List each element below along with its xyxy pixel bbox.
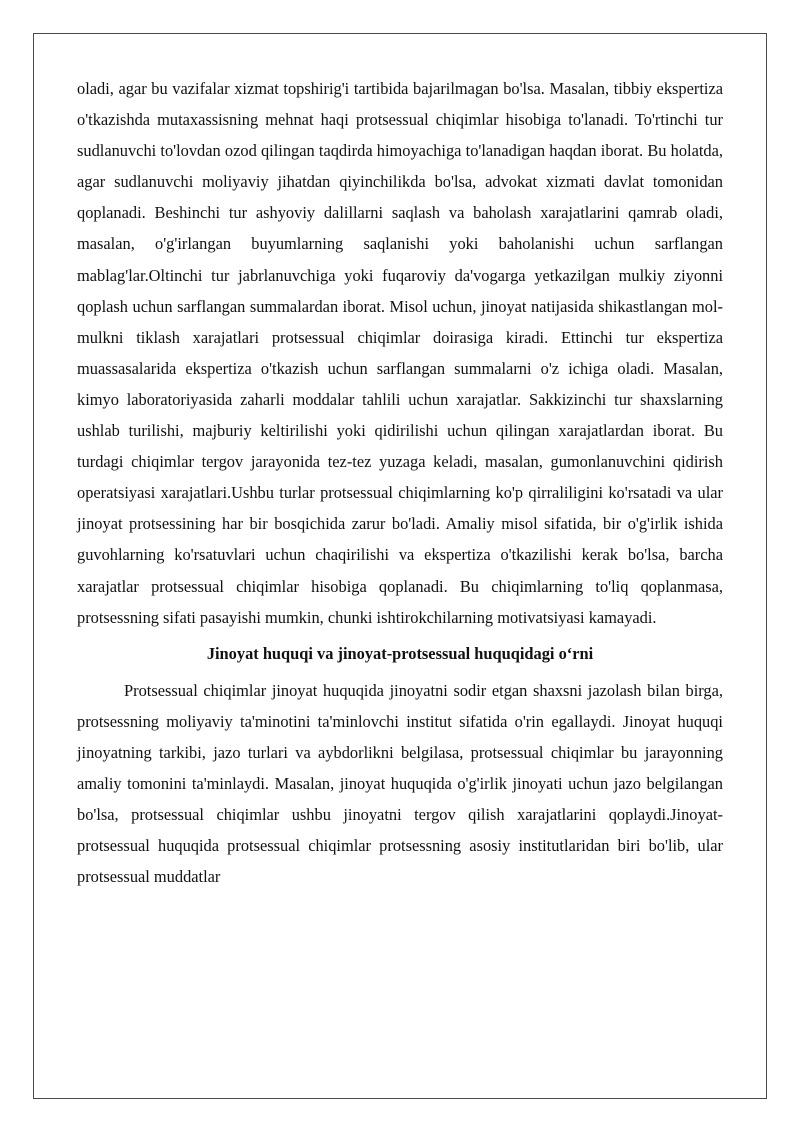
document-body	[77, 73, 723, 892]
section-heading: Jinoyat huquqi va jinoyat-protsessual huquqidagi o‘rni	[206, 643, 594, 663]
body-paragraph: Protsessual chiqimlar jinoyat huquqida jinoyatni sodir etgan shaxsni jazolash bilan birga, protsessning moliyaviy ta'minotini ta'minlovchi institut sifatida o'rin egallaydi. Jinoyat huquqi jinoyatning tarkibi, jazo turlari va aybdorlikni belgilasa, protsessual chiqimlar bu jarayonning amaliy tomonini ta'minlaydi. Masalan, jinoyat huquqida o'g'irlik jinoyati uchun jazo belgilangan bo'lsa, protsessual chiqimlar ushbu jinoyatni tergov qilish xarajatlarini qoplaydi.Jinoyat-protsessual huquqida protsessual chiqimlar protsessning asosiy institutlaridan biri bo'lib, ular protsessual muddatlar	[77, 680, 723, 887]
body-paragraph: oladi, agar bu vazifalar xizmat topshirig'i tartibida bajarilmagan bo'lsa. Masalan, tibbiy ekspertiza o'tkazishda mutaxassisning mehnat haqi protsessual chiqimlar hisobiga to'lanadi. To'rtinchi tur sudlanuvchi to'lovdan ozod qilingan taqdirda himoyachiga to'lanadigan haqdan iborat. Bu holatda, agar sudlanuvchi moliyaviy jihatdan qiyinchilikda bo'lsa, advokat xizmati davlat tomonidan qoplanadi. Beshinchi tur ashyoviy dalillarni saqlash va baholash xarajatlarini qamrab oladi, masalan, o'g'irlangan buyumlarning saqlanishi yoki baholanishi uchun sarflangan mablag'lar.Oltinchi tur jabrlanuvchiga yoki fuqaroviy da'vogarga yetkazilgan mulkiy ziyonni qoplash uchun sarflangan summalardan iborat. Misol uchun, jinoyat natijasida shikastlangan mol-mulkni tiklash xarajatlari protsessual chiqimlar doirasiga kiradi. Ettinchi tur ekspertiza muassasalarida ekspertiza o'tkazish uchun sarflangan summalarni o'z ichiga oladi. Masalan, kimyo laboratoriyasida zaharli moddalar tahlili uchun xarajatlar. Sakkizinchi tur shaxslarning ushlab turilishi, majburiy keltirilishi yoki qidirilishi uchun qilingan xarajatlardan iborat. Bu turdagi chiqimlar tergov jarayonida tez-tez yuzaga keladi, masalan, gumonlanuvchini qidirish operatsiyasi xarajatlari.Ushbu turlar protsessual chiqimlarning ko'p qirraliligini ko'rsatadi va ular jinoyat protsessining har bir bosqichida zarur bo'ladi. Amaliy misol sifatida, bir o'g'irlik ishida guvohlarning ko'rsatuvlari uchun chaqirilishi va ekspertiza o'tkazilishi kerak bo'lsa, barcha xarajatlar protsessual chiqimlar hisobiga qoplanadi. Bu chiqimlarning to'liq qoplanmasa, protsessning sifati pasayishi mumkin, chunki ishtirokchilarning motivatsiyasi kamayadi.	[77, 79, 723, 627]
